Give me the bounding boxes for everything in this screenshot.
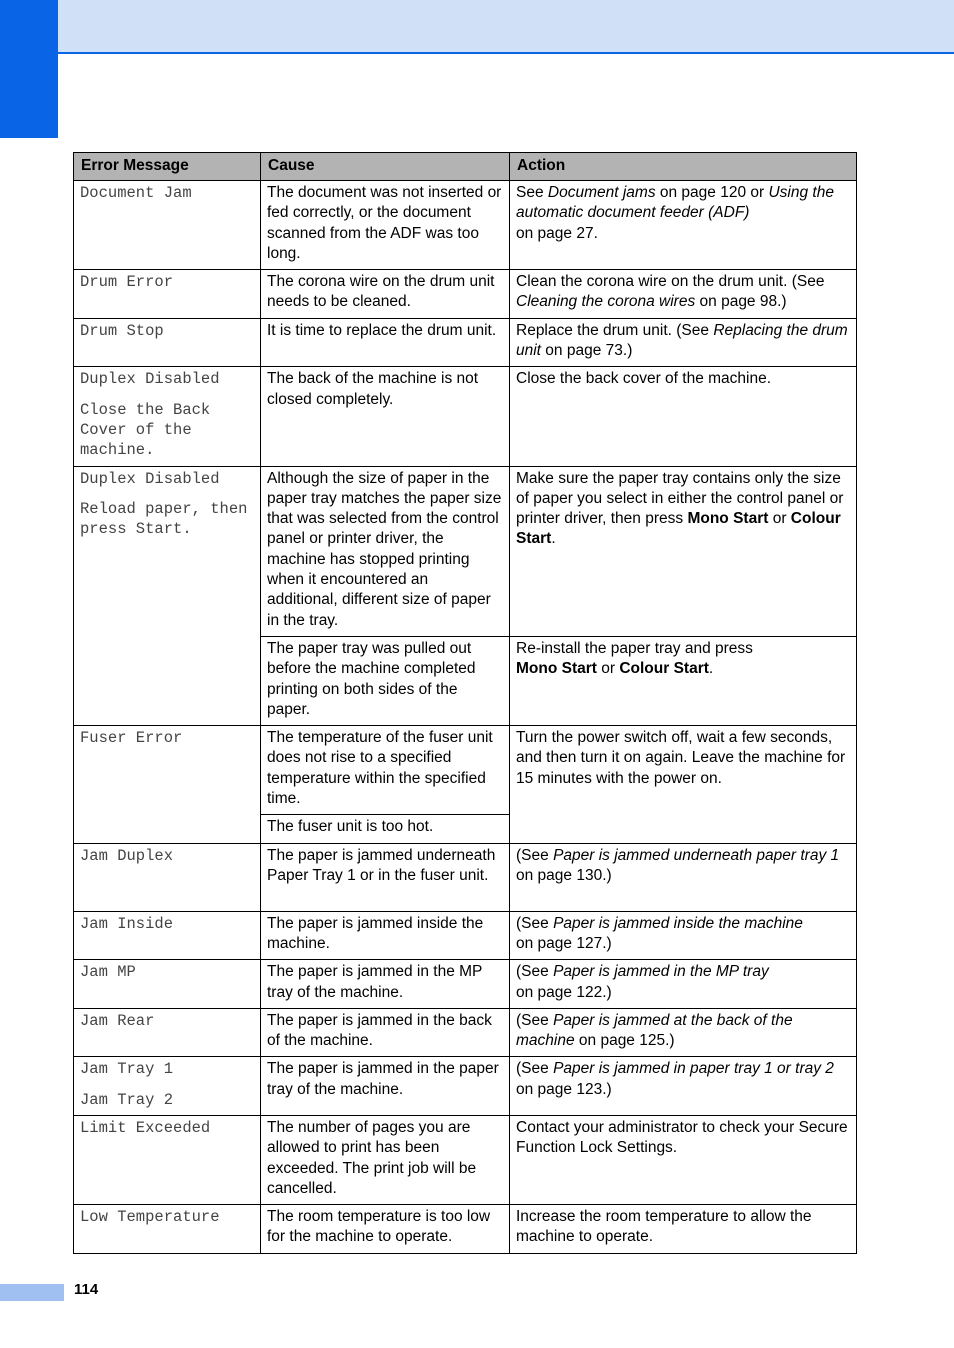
cause-cell: The paper is jammed inside the machine. [261,911,510,960]
action-text: on page 123.) [516,1080,612,1098]
cause-cell: The number of pages you are allowed to print has been exceeded. The print job will be cancelled. [261,1115,510,1204]
cause-cell: The document was not inserted or fed correctly, or the document scanned from the ADF was too long. [261,181,510,270]
action-cell [510,466,857,636]
action-cell [510,318,857,367]
error-message-cell [74,726,261,843]
error-message-cell [74,181,261,270]
action-text: (See [516,1060,554,1078]
cause-cell: The fuser unit is too hot. [261,815,510,843]
error-message: Jam Inside [80,914,174,933]
cause-cell: Although the size of paper in the paper tray matches the paper size that was selected from the control panel or printer driver, the machine has stopped printing when it encountered an additional, different size of paper in the tray. [261,466,510,636]
cross-reference: Replacing the drum unit [516,321,848,360]
error-message-cell [74,960,261,1009]
error-message-cell [74,270,261,319]
header-cause: Cause [261,153,510,181]
table-row [74,1115,857,1204]
cause-cell: The temperature of the fuser unit does not rise to a specified temperature within the specified time. [261,726,510,815]
action-text: Clean the corona wire on the drum unit. (See [516,273,825,291]
cross-reference: Using the automatic document feeder (ADF) [516,184,834,222]
action-text: Re-install the paper tray and press [516,639,753,657]
cause-cell: The corona wire on the drum unit needs to be cleaned. [261,270,510,319]
cross-reference: Paper is jammed in the MP tray [553,963,769,981]
action-cell [510,270,857,319]
header-action: Action [510,153,857,181]
action-cell: Contact your administrator to check your Secure Function Lock Settings. [510,1115,857,1204]
action-text: Make sure the paper tray contains only the size of paper you select in either the control panel or printer driver, then press [516,469,844,528]
table-row [74,843,857,911]
error-table [73,152,857,1254]
cross-reference: Paper is jammed inside the machine [553,914,803,932]
header-error-message: Error Message [74,153,261,181]
page-number: 114 [74,1281,99,1298]
action-text: on page 125.) [574,1032,675,1050]
action-cell [510,636,857,725]
action-cell [510,911,857,960]
cross-reference: Cleaning the corona wires [516,293,696,311]
cause-cell: It is time to replace the drum unit. [261,318,510,367]
error-message-detail: Close the Back Cover of the machine. [80,400,211,460]
cross-reference: Paper is jammed underneath paper tray 1 [553,846,840,864]
action-cell [510,1057,857,1116]
table-row [74,960,857,1009]
table-row [74,1205,857,1254]
action-cell: Close the back cover of the machine. [510,367,857,466]
key-name: Mono Start [516,660,597,678]
error-message: Jam MP [80,963,136,982]
error-message: Drum Error [80,273,174,292]
action-text: See [516,184,548,201]
action-text: or [768,510,791,528]
error-message-cell [74,911,261,960]
action-cell: Increase the room temperature to allow the machine to operate. [510,1205,857,1254]
action-text: on page 98.) [695,293,787,311]
error-message: Limit Exceeded [80,1118,211,1137]
error-message-cell [74,843,261,911]
action-text: on page 27. [516,224,598,242]
table-row [74,318,857,367]
cause-cell: The paper is jammed in the MP tray of the machine. [261,960,510,1009]
error-message-cell [74,1115,261,1204]
action-cell [510,843,857,911]
error-message: Jam Rear [80,1011,155,1030]
table-row [74,466,857,636]
error-message: Low Temperature [80,1208,220,1227]
error-message-cell [74,367,261,466]
cause-cell: The paper tray was pulled out before the machine completed printing on both sides of the paper. [261,636,510,725]
error-message: Drum Stop [80,321,164,340]
action-text: on page 120 or [655,184,769,201]
table-row [74,367,857,466]
error-message: Fuser Error [80,729,183,748]
action-text: Replace the drum unit. (See [516,321,714,339]
cross-reference: Paper is jammed at the back of the machine [516,1011,793,1050]
action-text: or [596,660,620,678]
action-cell [510,181,857,270]
error-message-cell [74,1008,261,1057]
error-message-cell [74,318,261,367]
action-text: . [708,660,714,678]
cause-cell: The back of the machine is not closed completely. [261,367,510,466]
table-row [74,270,857,319]
action-text: on page 122.) [516,983,612,1001]
error-message: Jam Tray 2 [80,1090,174,1109]
cross-reference: Paper is jammed in paper tray 1 or tray 2 [553,1060,834,1078]
table-row [74,726,857,815]
error-message: Duplex Disabled [80,469,220,488]
error-message-cell [74,1205,261,1254]
chapter-tab [0,0,58,138]
table-row [74,1057,857,1116]
action-text: . [551,530,556,548]
action-text: on page 127.) [516,934,612,952]
error-message: Jam Tray 1 [80,1060,174,1079]
action-cell: Turn the power switch off, wait a few seconds, and then turn it on again. Leave the machine for 15 minutes with the power on. [510,726,857,843]
header-band [58,0,954,54]
error-message-detail: Reload paper, then press Start. [80,499,248,539]
cause-cell: The paper is jammed in the back of the machine. [261,1008,510,1057]
error-message-cell [74,1057,261,1116]
table-row [74,1008,857,1057]
action-text: (See [516,1011,554,1029]
cause-cell: The paper is jammed underneath Paper Tray 1 or in the fuser unit. [261,843,510,911]
cross-reference: Document jams [547,184,656,201]
error-message-cell [74,466,261,726]
footer-bar [0,1284,64,1301]
key-name: Mono Start [687,510,769,528]
table-row [74,911,857,960]
error-message: Document Jam [80,184,192,202]
action-text: (See [516,963,554,981]
table-header-row [74,153,857,181]
cause-cell: The paper is jammed in the paper tray of the machine. [261,1057,510,1116]
error-message: Jam Duplex [80,846,174,865]
action-text: (See [516,846,554,864]
action-text: on page 130.) [516,866,612,884]
action-text: (See [516,914,554,932]
table-row [74,181,857,270]
error-message: Duplex Disabled [80,370,220,389]
key-name: Colour Start [516,510,841,548]
key-name: Colour Start [619,660,709,678]
action-text: on page 73.) [541,342,633,360]
action-cell [510,960,857,1009]
action-cell [510,1008,857,1057]
cause-cell: The room temperature is too low for the machine to operate. [261,1205,510,1254]
